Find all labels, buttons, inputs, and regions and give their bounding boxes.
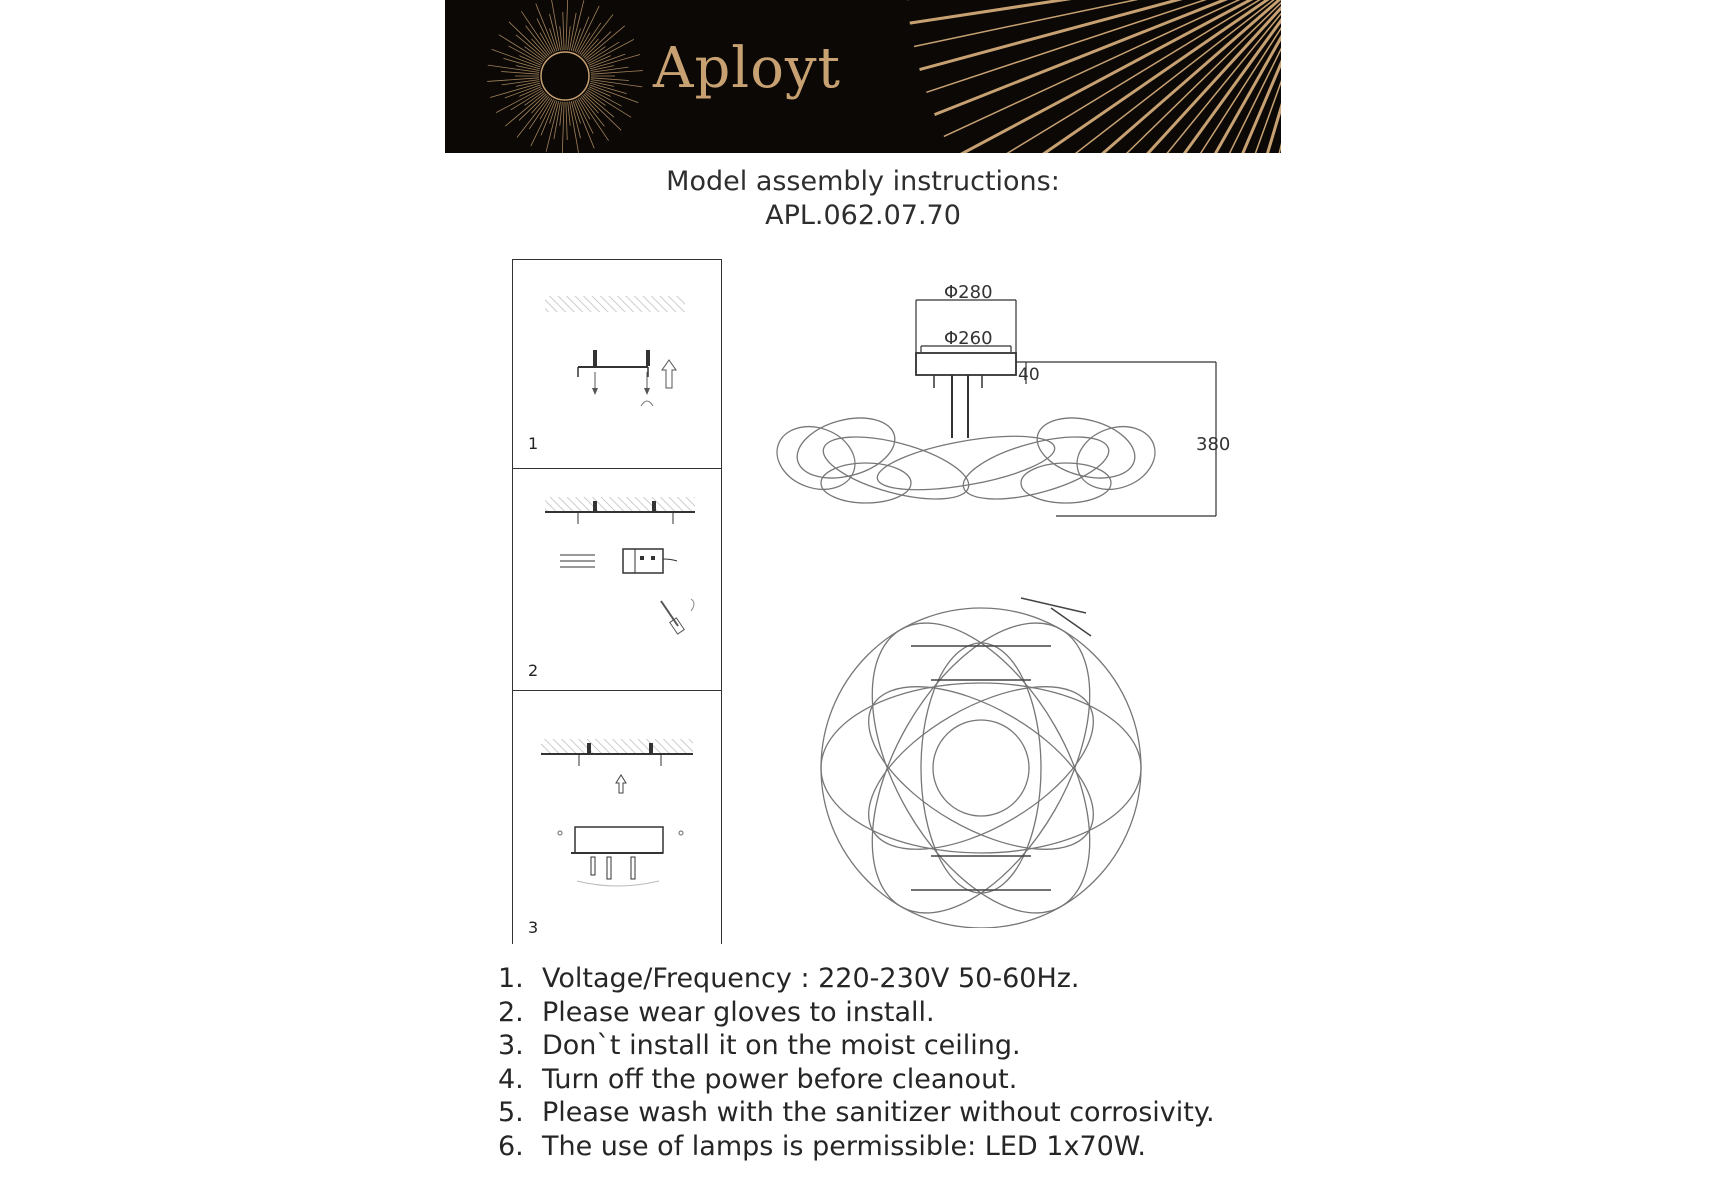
inner-diameter-label: Φ260 [944, 328, 993, 349]
step-number: 2 [528, 661, 539, 680]
note-item: 5. Please wash with the sanitizer without corrosivity. [498, 1097, 1215, 1128]
product-technical-drawing [756, 278, 1256, 928]
note-item: 4. Turn off the power before cleanout. [498, 1063, 1018, 1095]
note-item: 2. Please wear gloves to install. [498, 996, 935, 1028]
step-3-install-icon [513, 691, 721, 944]
sun-logo-icon [487, 0, 643, 153]
step-1-panel [512, 259, 722, 469]
outer-diameter-label: Φ280 [944, 282, 993, 303]
base-height-label: 40 [1018, 365, 1040, 385]
total-height-label: 380 [1196, 434, 1231, 455]
note-item: 3. Don`t install it on the moist ceiling. [498, 1030, 1021, 1061]
brand-banner [445, 0, 1281, 153]
page-title: Model assembly instructions: [666, 166, 1060, 197]
corner-rays-decoration [907, 0, 1281, 153]
model-number: APL.062.07.70 [765, 200, 961, 231]
note-item: 1. Voltage/Frequency : 220-230V 50-60Hz. [498, 963, 1080, 994]
brand-name: Aployt [653, 36, 842, 101]
step-2-panel [512, 468, 722, 691]
step-number: 3 [528, 918, 539, 937]
note-item: 6. The use of lamps is permissible: LED 1x70W. [498, 1130, 1146, 1162]
safety-notes-list [498, 962, 1215, 1163]
step-number: 1 [528, 434, 539, 453]
step-1-mounting-plate-icon [513, 260, 721, 469]
step-3-panel [512, 690, 722, 944]
step-2-wiring-icon [513, 469, 721, 691]
banner-rays-graphic [445, 0, 1281, 153]
assembly-steps-panel [512, 259, 720, 943]
